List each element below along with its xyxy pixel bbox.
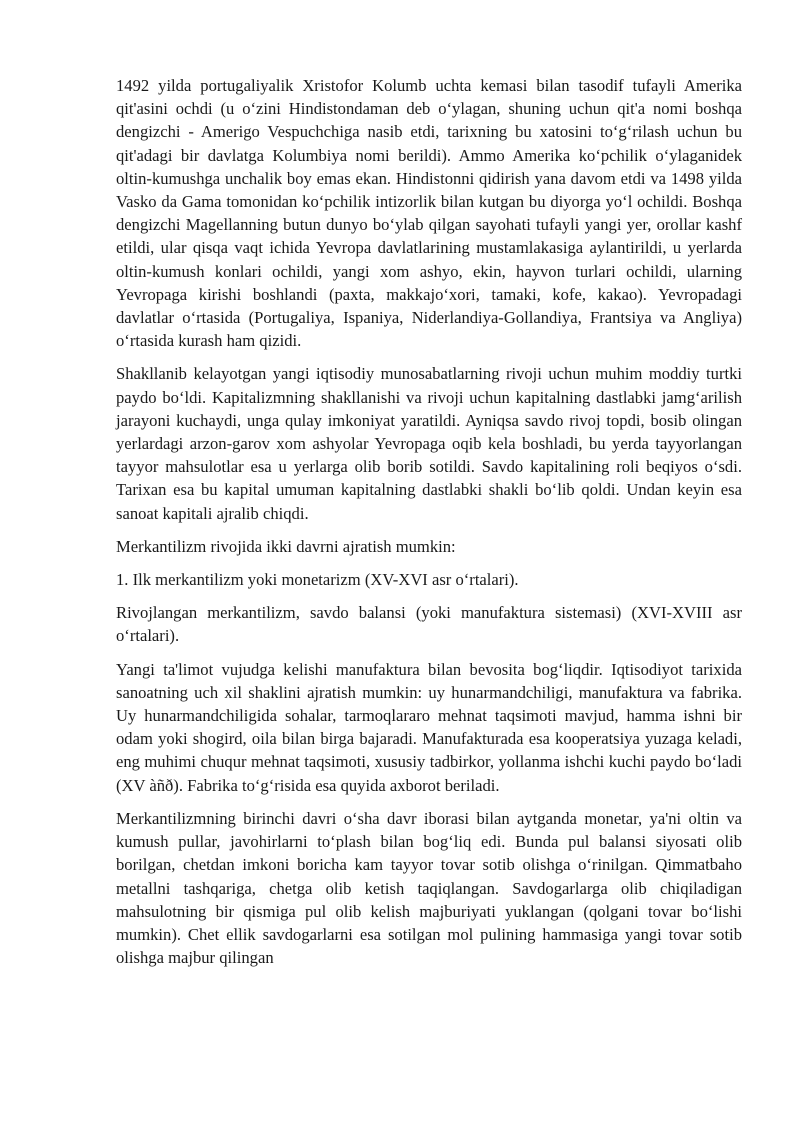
paragraph-early-mercantilism: 1. Ilk merkantilizm yoki monetarizm (XV-XVI asr o‘rtalari). xyxy=(116,570,519,590)
paragraph-developed-mercantilism: Rivojlangan merkantilizm, savdo balansi (yoki manufaktura sistemasi) (XVI-XVIII asr o‘rtalari). xyxy=(116,603,742,646)
paragraph-first-period: Merkantilizmning birinchi davri o‘sha davr iborasi bilan aytganda monetar, ya'ni oltin va kumush pullar, javohirlarni to‘plash bilan bog‘liq edi. Bunda pul balansi siyosati olib borilgan, chetdan imkoni boricha kam tayyor tovar sotib olishga o‘rinilgan. Qimmatbaho metallni tashqariga, chetga olib ketish taqiqlangan. Savdogarlarga olib chiqiladigan mahsulotning bir qismiga pul olib kelish majburiyati yuklangan (qolgani tovar bo‘lishi mumkin). Chet ellik savdogarlarni esa sotilgan mol pulining hammasiga yangi tovar sotib olishga majbur qilingan xyxy=(116,808,742,968)
paragraph-manufactory: Yangi ta'limot vujudga kelishi manufaktura bilan bevosita bog‘liqdir. Iqtisodiyot tarixida sanoatning uch xil shaklini ajratish mumkin: uy hunarmandchiligi, manufaktura va fabrika. Uy hunarmandchiligida sohalar, tarmoqlararo mehnat taqsimoti mavjud, hamma ishni bir odam yoki shogird, oila bilan birga bajaradi. Manufakturada esa kooperatsiya yuzaga keladi, eng muhimi chuqur mehnat taqsimoti, xususiy tadbirkor, yollanma ishchi kuchi paydo bo‘ladi (XV àñð). Fabrika to‘g‘risida esa quyida axborot beriladi. xyxy=(116,659,742,795)
document-page xyxy=(116,74,742,979)
paragraph-capital-accumulation: Shakllanib kelayotgan yangi iqtisodiy munosabatlarning rivoji uchun muhim moddiy turtki paydo bo‘ldi. Kapitalizmning shakllanishi va rivoji uchun kapitalning dastlabki jamg‘arilish jarayoni kuchaydi, unga qulay imkoniyat yaratildi. Ayniqsa savdo rivoj topdi, bosib olingan yerlardagi arzon-garov xom ashyolar Yevropaga oqib kela boshladi, bu yerda tayyorlangan tayyor mahsulotlar esa u yerlarga olib borib sotildi. Savdo kapitalining roli beqiyos o‘sdi. Tarixan esa bu kapital umuman kapitalning dastlabki shakli bo‘lib qoldi. Undan keyin esa sanoat kapitali ajralib chiqdi. xyxy=(116,364,742,523)
paragraph-columbus-discovery: 1492 yilda portugaliyalik Xristofor Kolumb uchta kemasi bilan tasodif tufayli Amerika qit'asini ochdi (u o‘zini Hindistondaman deb o‘ylagan, shuning uchun qit'a nomi boshqa dengizchi - Amerigo Vespuchchiga nasib etdi, tarixning bu xatosini to‘g‘rilash uchun bu qit'adagi bir davlatga Kolumbiya nomi berildi). Ammo Amerika ko‘pchilik o‘ylaganidek oltin-kumushga unchalik boy emas ekan. Hindistonni qidirish yana davom etdi va 1498 yilda Vasko da Gama tomonidan ko‘pchilik intizorlik bilan kutgan bu diyorga yo‘l ochildi. Boshqa dengizchi Magellanning butun dunyo bo‘ylab qilgan sayohati tufayli yangi yer, orollar kashf etildi, ular qisqa vaqt ichida Yevropa davlatlarining mustamlakasiga aylantirildi, u yerlarda oltin-kumush konlari ochildi, yangi xom ashyo, ekin, hayvon turlari ochildi, ularning Yevropaga kirishi boshlandi (paxta, makkajo‘xori, tamaki, kofe, kakao). Yevropadagi davlatlar o‘rtasida (Portugaliya, Ispaniya, Niderlandiya-Gollandiya, Frantsiya va Angliya) o‘rtasida kurash ham qizidi. xyxy=(116,76,742,351)
paragraph-mercantilism-periods: Merkantilizm rivojida ikki davrni ajratish mumkin: xyxy=(116,536,456,556)
